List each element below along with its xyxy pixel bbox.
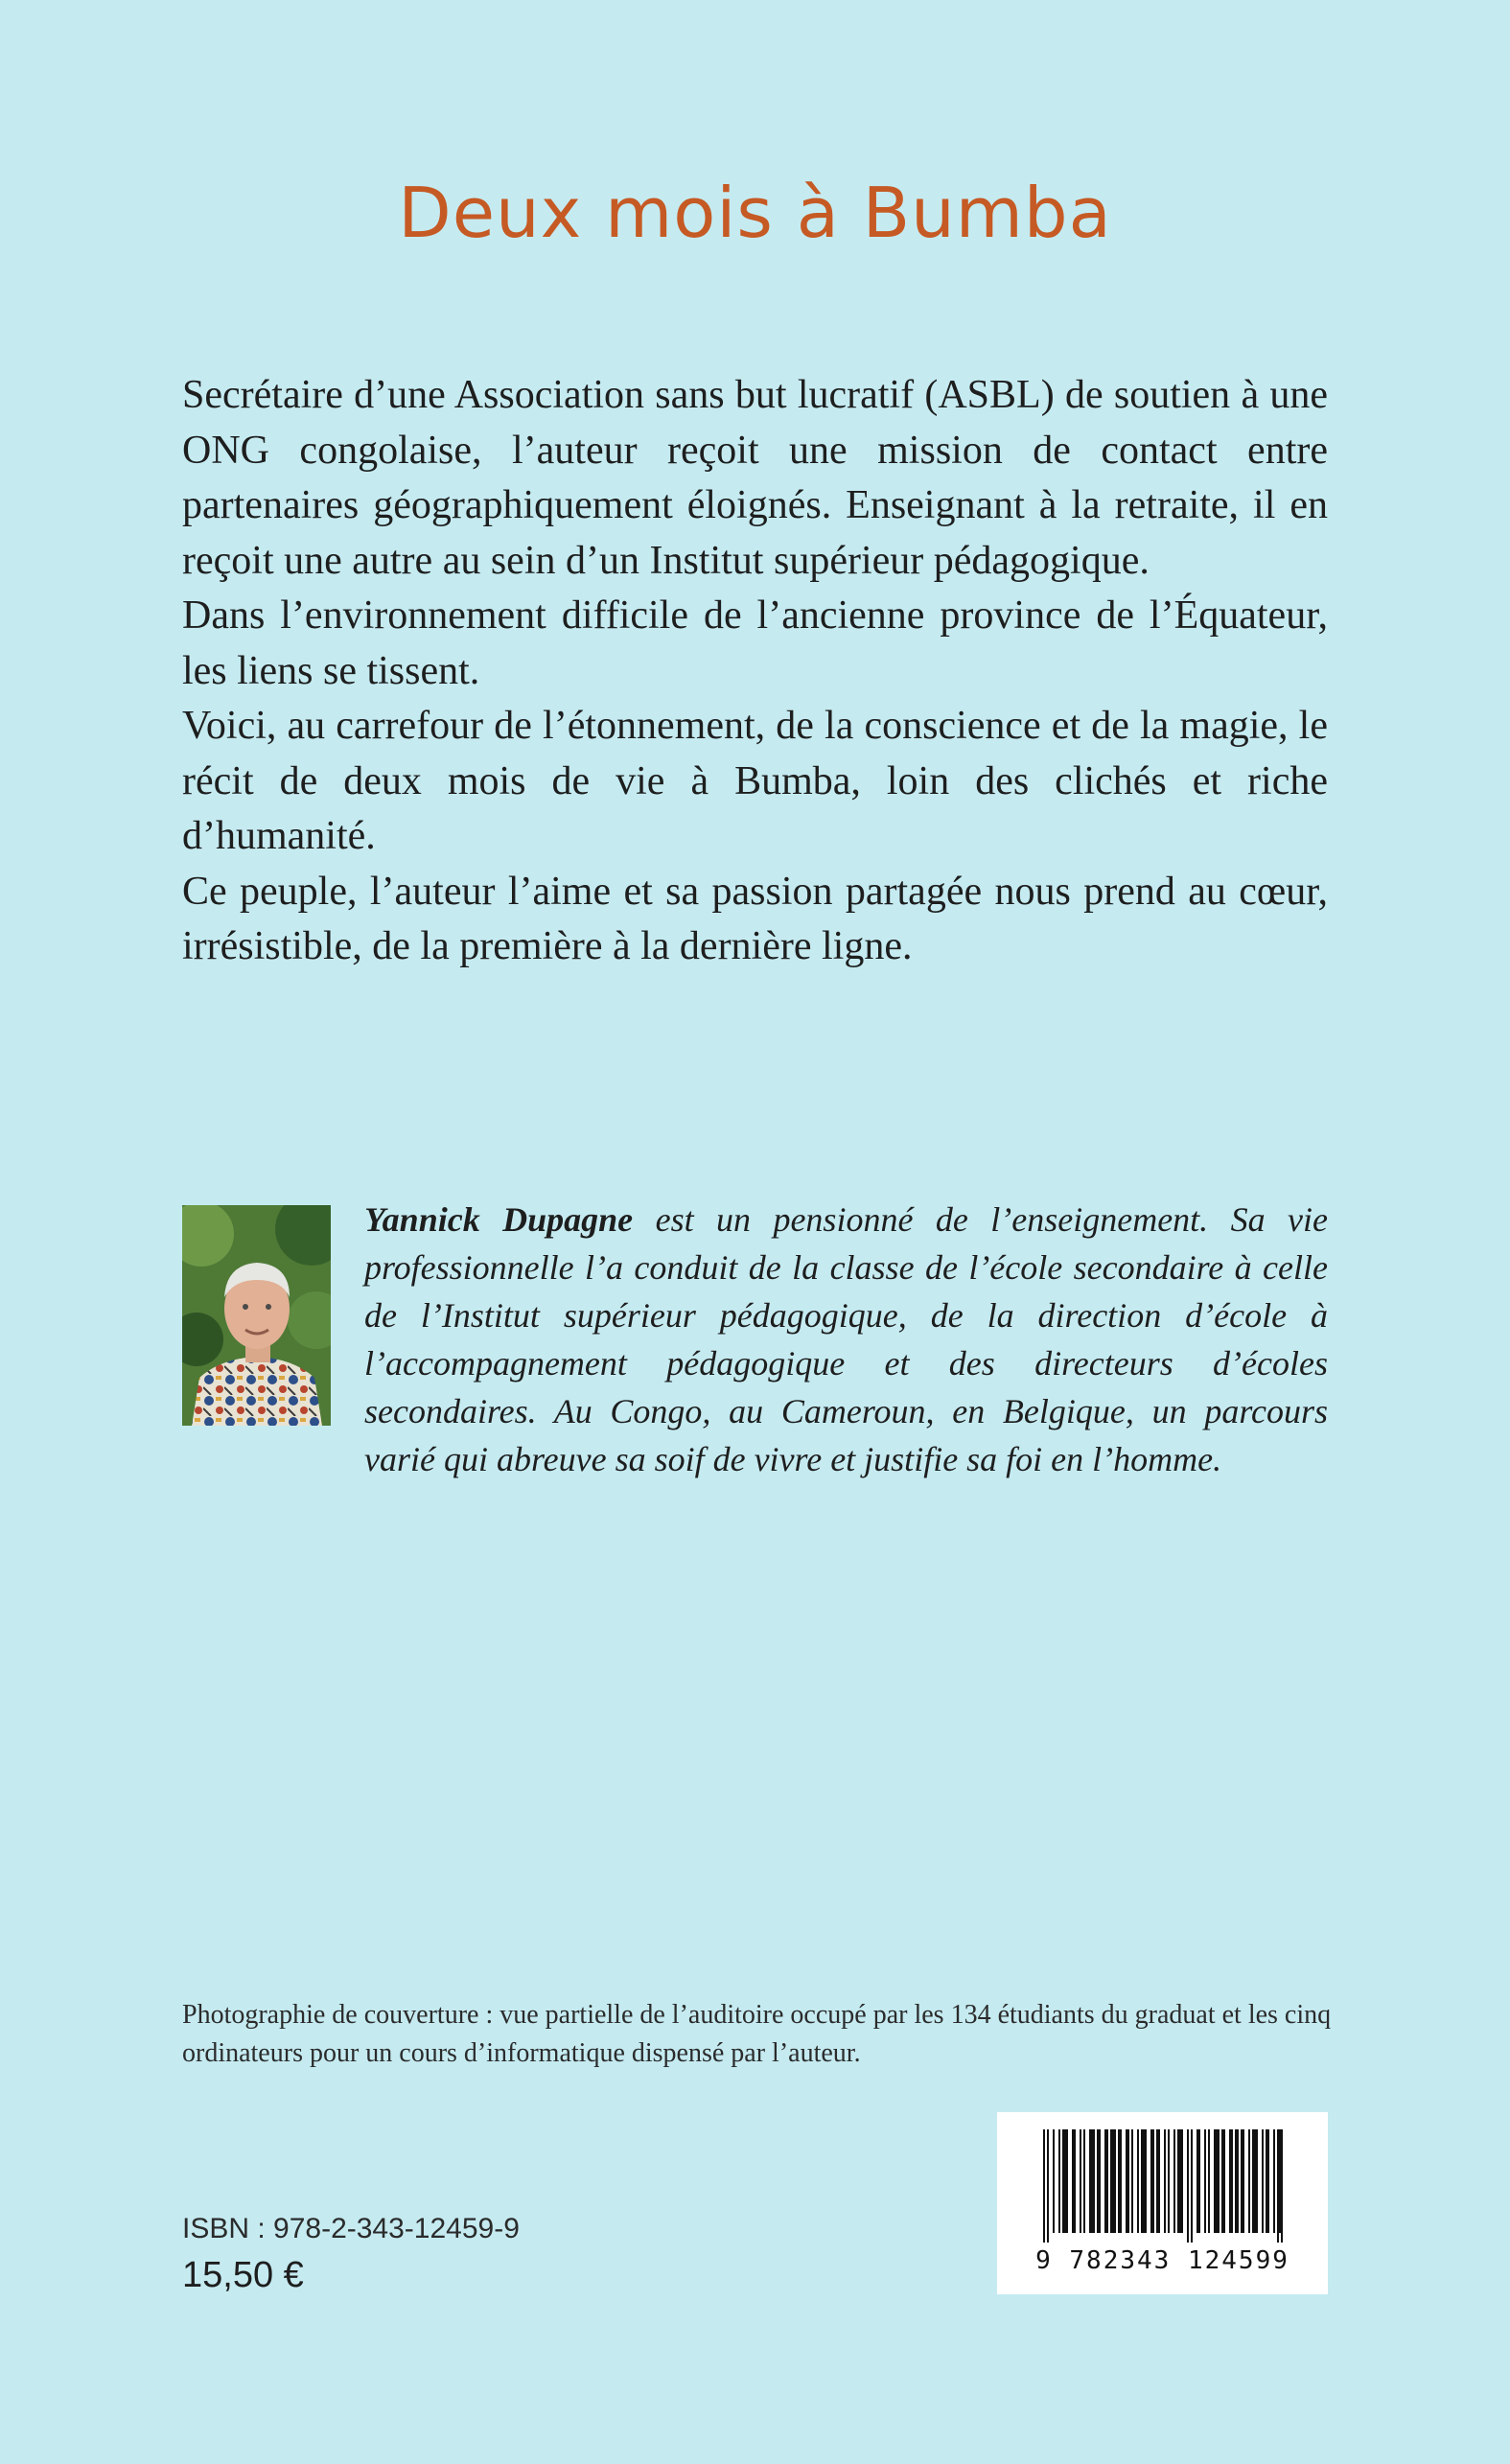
barcode-bar xyxy=(1150,2129,1154,2233)
barcode-guard-bar xyxy=(1047,2129,1049,2243)
barcode xyxy=(997,2112,1328,2294)
barcode-guard-bar xyxy=(1281,2129,1283,2243)
barcode-bar xyxy=(1266,2129,1269,2233)
barcode-guard-bar xyxy=(1043,2129,1045,2243)
author-photo xyxy=(182,1205,331,1426)
barcode-bar xyxy=(1248,2129,1250,2233)
price: 15,50 € xyxy=(182,2255,304,2295)
barcode-bar xyxy=(1164,2129,1166,2233)
barcode-bar xyxy=(1080,2129,1081,2233)
barcode-bar xyxy=(1104,2129,1108,2233)
barcode-guard-bar xyxy=(1187,2129,1189,2243)
book-title: Deux mois à Bumba xyxy=(398,173,1112,253)
author-portrait-image xyxy=(182,1205,331,1426)
blurb-paragraph: Voici, au carrefour de l’étonnement, de la conscience et de la magie, le récit de deux mois de vie à Bumba, loin des clichés et riche d’humanité. xyxy=(182,704,1328,858)
photo-credit: Photographie de couverture : vue partielle de l’auditoire occupé par les 134 étudiants du graduat et les cinq ordinateurs pour un cours d’informatique dispensé par l’auteur. xyxy=(182,2000,1332,2068)
barcode-bar xyxy=(1141,2129,1147,2233)
barcode-bar xyxy=(1089,2129,1095,2233)
blurb-paragraph: Dans l’environnement difficile de l’ancienne province de l’Équateur, les liens se tissent. xyxy=(182,593,1328,693)
barcode-bar xyxy=(1083,2129,1085,2233)
barcode-guard-bar xyxy=(1191,2129,1193,2243)
blurb-paragraph: Ce peuple, l’auteur l’aime et sa passion partagée nous prend au cœur, irrésistible, de la première à la dernière ligne. xyxy=(182,869,1328,968)
barcode-bar xyxy=(1279,2129,1281,2233)
barcode-bar xyxy=(1204,2129,1206,2233)
barcode-bar xyxy=(1214,2129,1220,2233)
barcode-bar xyxy=(1177,2129,1183,2233)
barcode-bar xyxy=(1235,2129,1239,2233)
barcode-bar xyxy=(1221,2129,1225,2233)
barcode-bar xyxy=(1252,2129,1258,2233)
barcode-bar xyxy=(1156,2129,1160,2233)
barcode-bar xyxy=(1126,2129,1129,2233)
barcode-guard-bar xyxy=(1277,2129,1279,2243)
barcode-bar xyxy=(1062,2129,1068,2233)
isbn: ISBN : 978-2-343-12459-9 xyxy=(182,2213,520,2244)
barcode-bar xyxy=(1118,2129,1122,2233)
barcode-bars-graphic xyxy=(1043,2129,1283,2243)
blurb-paragraph: Secrétaire d’une Association sans but lucratif (ASBL) de soutien à une ONG congolaise, l’auteur reçoit une mission de contact entre partenaires géographiquement éloignés. Enseignant à la retraite, il en reçoit une autre au sein d’un Institut supérieur pédagogique. xyxy=(182,373,1328,583)
barcode-bar xyxy=(1168,2129,1170,2233)
barcode-bar xyxy=(1137,2129,1139,2233)
barcode-number: 9 782343 124599 xyxy=(1035,2246,1289,2275)
barcode-bar xyxy=(1072,2129,1076,2233)
barcode-bar xyxy=(1131,2129,1133,2233)
barcode-bar xyxy=(1053,2129,1055,2233)
author-bio xyxy=(364,1196,1328,1483)
author-name: Yannick Dupagne xyxy=(364,1200,634,1239)
barcode-bar xyxy=(1110,2129,1116,2233)
barcode-bar xyxy=(1262,2129,1264,2233)
author-bio-text: est un pensionné de l’enseignement. Sa vie professionnelle l’a conduit de la classe de l’école secondaire à celle de l’Institut supérieur pédagogique, de la direction d’école à l’accompagnement pédagogique et des directeurs d’écoles secondaires. Au Congo, au Cameroun, en Belgique, un parcours varié qui abreuve sa soif de vivre et justifie sa foi en l’homme. xyxy=(364,1200,1329,1478)
barcode-bar xyxy=(1273,2129,1275,2233)
barcode-bar xyxy=(1208,2129,1210,2233)
barcode-bar xyxy=(1229,2129,1233,2233)
barcode-bar xyxy=(1196,2129,1200,2233)
blurb xyxy=(182,368,1328,975)
barcode-bar xyxy=(1173,2129,1175,2233)
barcode-bar xyxy=(1058,2129,1060,2233)
barcode-bar xyxy=(1097,2129,1101,2233)
barcode-bar xyxy=(1241,2129,1244,2233)
